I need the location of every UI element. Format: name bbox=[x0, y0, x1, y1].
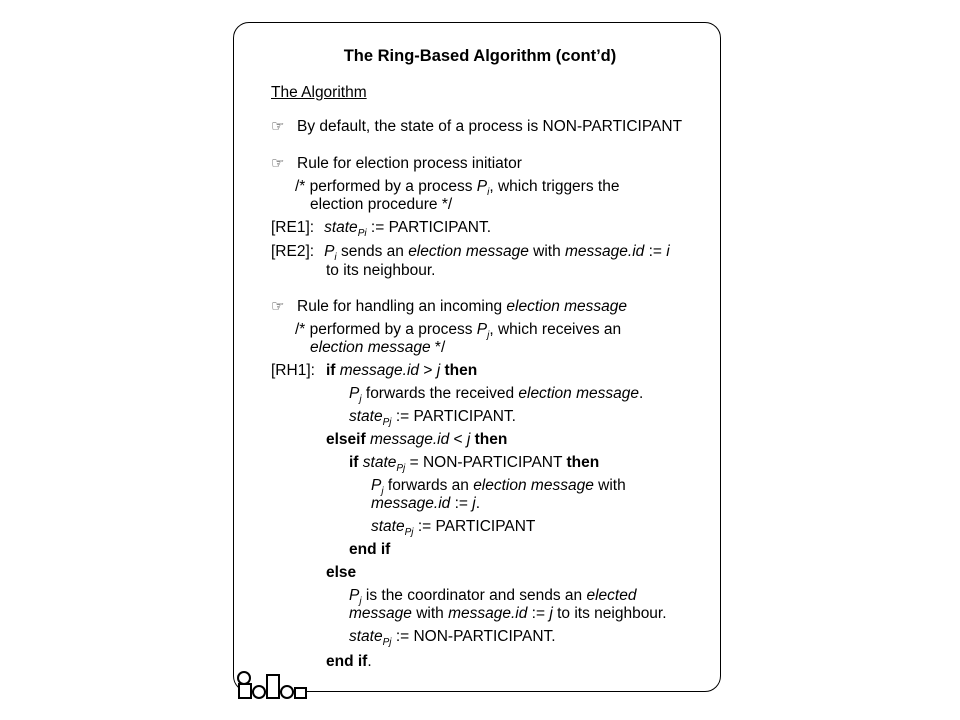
comment-text: /* performed by a process bbox=[295, 321, 477, 338]
code-text: . bbox=[639, 385, 644, 402]
code-text: election message bbox=[518, 385, 639, 402]
code-text: := bbox=[527, 605, 550, 622]
subscript: j bbox=[381, 486, 384, 498]
code-text: with bbox=[593, 477, 626, 494]
pointing-hand-icon: ☞ bbox=[271, 155, 285, 172]
subscript: i bbox=[487, 187, 490, 199]
bullet-handling-rule bbox=[297, 298, 627, 315]
code-line-8 bbox=[371, 518, 535, 541]
code-text: > bbox=[419, 362, 437, 379]
code-text: forwards an bbox=[383, 477, 474, 494]
rule-text: election message bbox=[408, 243, 529, 260]
subscript: i bbox=[334, 252, 337, 264]
rule-text: i bbox=[666, 243, 670, 260]
code-text: message.id bbox=[335, 362, 420, 379]
subscript: Pj bbox=[404, 527, 414, 539]
subscript: Pj bbox=[396, 463, 406, 475]
code-line-2 bbox=[349, 385, 643, 408]
keyword: then bbox=[440, 362, 478, 379]
rule-text: message.id bbox=[565, 243, 645, 260]
code-text: := PARTICIPANT. bbox=[391, 408, 516, 425]
subscript: Pj bbox=[382, 637, 392, 649]
subscript: j bbox=[487, 330, 490, 342]
code-text: message bbox=[349, 605, 412, 622]
comment-text: election message bbox=[310, 339, 431, 356]
state-var: state bbox=[371, 518, 405, 535]
bullet-initiator-rule: Rule for election process initiator bbox=[297, 155, 522, 172]
code-text: j bbox=[466, 431, 471, 448]
state-var: state bbox=[349, 628, 383, 645]
subscript: Pi bbox=[357, 228, 367, 240]
subscript: j bbox=[359, 394, 362, 406]
code-text: j bbox=[436, 362, 441, 379]
code-line-13 bbox=[349, 628, 556, 651]
code-line-10: else bbox=[326, 564, 357, 581]
code-text: := PARTICIPANT bbox=[413, 518, 536, 535]
pointing-hand-icon: ☞ bbox=[271, 298, 285, 315]
comment-text: */ bbox=[430, 339, 446, 356]
code-text: := bbox=[450, 495, 473, 512]
bullet-text: election message bbox=[506, 298, 628, 315]
rule-re2-cont: to its neighbour. bbox=[326, 262, 436, 279]
code-line-14 bbox=[326, 653, 372, 670]
rule-text: with bbox=[528, 243, 565, 260]
comment-handling-cont bbox=[310, 339, 445, 356]
rule-text: := bbox=[644, 243, 667, 260]
code-line-7 bbox=[371, 495, 480, 512]
code-text: j bbox=[472, 495, 476, 512]
keyword: then bbox=[470, 431, 508, 448]
keyword: if bbox=[349, 454, 359, 471]
code-line-9: end if bbox=[349, 541, 391, 558]
rule-text: := PARTICIPANT. bbox=[366, 219, 492, 236]
code-text: message.id bbox=[371, 495, 451, 512]
pointing-hand-icon: ☞ bbox=[271, 118, 285, 135]
code-text: j bbox=[549, 605, 553, 622]
process-var: P bbox=[476, 178, 488, 195]
section-heading: The Algorithm bbox=[271, 84, 367, 101]
keyword: if bbox=[326, 362, 336, 379]
keyword: then bbox=[566, 454, 600, 471]
rule-rh1-label: [RH1]: bbox=[271, 362, 315, 379]
code-text: forwards the received bbox=[361, 385, 519, 402]
comment-text: /* performed by a process bbox=[295, 178, 477, 195]
subscript: j bbox=[359, 596, 362, 608]
state-var: state bbox=[349, 408, 383, 425]
rule-label: [RE1]: bbox=[271, 219, 315, 236]
comment-text: , which triggers the bbox=[489, 178, 620, 195]
rule-re1 bbox=[271, 219, 491, 242]
code-text: election message bbox=[473, 477, 594, 494]
process-var: P bbox=[371, 477, 382, 494]
process-var: P bbox=[349, 587, 360, 604]
code-text: message.id bbox=[365, 431, 450, 448]
keyword: end if bbox=[326, 653, 368, 670]
code-line-12 bbox=[349, 605, 667, 622]
shapes-logo-icon bbox=[236, 670, 308, 700]
code-text: < bbox=[449, 431, 467, 448]
state-var: state bbox=[358, 454, 397, 471]
subscript: Pj bbox=[382, 417, 392, 429]
code-text: = NON-PARTICIPANT bbox=[405, 454, 567, 471]
code-line-1 bbox=[326, 362, 477, 379]
rule-label: [RE2]: bbox=[271, 243, 315, 260]
process-var: P bbox=[324, 243, 335, 260]
slide-title: The Ring-Based Algorithm (cont’d) bbox=[343, 47, 617, 65]
bullet-text: Rule for handling an incoming bbox=[297, 298, 507, 315]
code-text: is the coordinator and sends an bbox=[361, 587, 587, 604]
code-line-4 bbox=[326, 431, 507, 448]
code-text: elected bbox=[586, 587, 637, 604]
bullet-default-state: By default, the state of a process is NON-PARTICIPANT bbox=[297, 118, 683, 135]
code-line-3 bbox=[349, 408, 516, 431]
keyword: elseif bbox=[326, 431, 366, 448]
code-line-5 bbox=[349, 454, 599, 477]
state-var: state bbox=[324, 219, 358, 236]
comment-text: , which receives an bbox=[489, 321, 622, 338]
code-text: with bbox=[411, 605, 449, 622]
code-text: . bbox=[367, 653, 372, 670]
rule-text: sends an bbox=[336, 243, 409, 260]
code-text: . bbox=[475, 495, 481, 512]
code-text: message.id bbox=[448, 605, 528, 622]
code-text: := NON-PARTICIPANT. bbox=[391, 628, 556, 645]
comment-initiator-cont: election procedure */ bbox=[310, 196, 453, 213]
process-var: P bbox=[349, 385, 360, 402]
code-text: to its neighbour. bbox=[552, 605, 667, 622]
process-var: P bbox=[476, 321, 488, 338]
